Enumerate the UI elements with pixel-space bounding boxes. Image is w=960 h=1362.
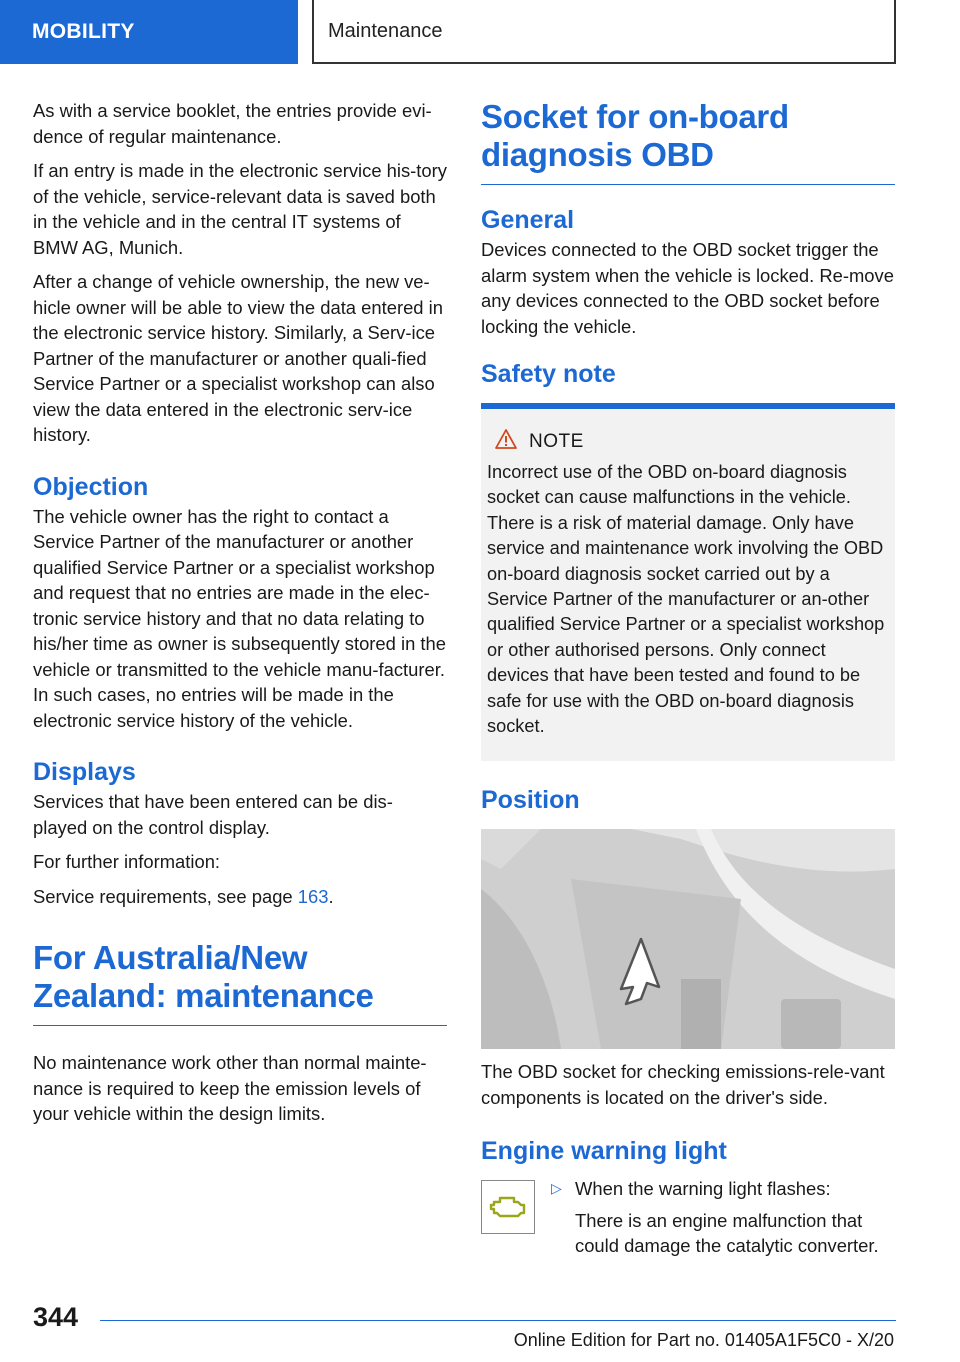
right-column <box>481 98 895 1268</box>
engine-warning-item <box>481 1176 895 1268</box>
footer-edition: Online Edition for Part no. 01405A1F5C0 - X/20 <box>513 1330 894 1350</box>
further-info: For further information: <box>33 851 221 872</box>
chapter-title: Maintenance <box>328 19 443 42</box>
general-text: Devices connected to the OBD socket trigger the alarm system when the vehicle is locked. Re-move any devices connected to the OBD socket before locking the vehicle. <box>481 239 894 337</box>
section-tab <box>0 0 298 64</box>
paragraph: If an entry is made in the electronic service his-tory of the vehicle, service-relevant data is saved both in the vehicle and in the central IT systems of BMW AG, Munich. <box>33 160 447 258</box>
note-box <box>481 403 895 761</box>
objection-heading: Objection <box>33 472 149 501</box>
position-caption: The OBD socket for checking emissions-rele-vant components is located on the driver's side. <box>481 1061 885 1108</box>
australia-text: No maintenance work other than normal mainte-nance is required to keep the emission levels of your vehicle within the design limits. <box>33 1052 427 1124</box>
bullet-text: When the warning light flashes: <box>575 1178 831 1200</box>
note-title: NOTE <box>529 430 584 452</box>
note-text: Incorrect use of the OBD on-board diagnosis socket can cause malfunctions in the vehicle. There is a risk of material damage. Only have service and maintenance work involving the OBD on-board diagnosis socket carried out by a Service Partner of the manufacturer or an-other qualified Service Partner or a specialist workshop or other authorised persons. Only connect devices that have been tested and found to be safe for use with the OBD on-board diagnosis socket. <box>487 462 885 737</box>
objection-text: The vehicle owner has the right to contact a Service Partner of the manufacturer or another qualified Service Partner or a specialist workshop and request that no entries are made in the elec-tronic service history and that no data relating to his/her time as owner is subsequently stored in the vehicle or transmitted to the vehicle manu-facturer. In such cases, no entries will be made in the electronic service history of the vehicle. <box>33 505 446 731</box>
engine-warning-icon <box>481 1180 535 1234</box>
australia-heading-block <box>33 939 447 1026</box>
ref-prefix: Service requirements, see page <box>33 885 298 907</box>
obd-heading-block <box>481 98 895 185</box>
page-number: 344 <box>33 1302 79 1332</box>
chapter-tab <box>312 0 896 64</box>
triangle-bullet-icon: ▷ <box>551 1180 562 1197</box>
section-title: MOBILITY <box>32 20 135 43</box>
obd-heading: Socket for on-board diagnosis OBD <box>481 98 789 173</box>
general-heading: General <box>481 206 575 234</box>
left-column <box>33 98 447 1136</box>
paragraph: After a change of vehicle ownership, the new ve-hicle owner will be able to view the data entered in the electronic service history. Similarly, a Serv-ice Partner of the manufacturer or another quali-fied Service Partner or a specialist workshop can also view the data entered in the electronic serv-ice history. <box>33 271 443 445</box>
note-header <box>487 429 887 454</box>
displays-heading: Displays <box>33 758 136 786</box>
paragraph: As with a service booklet, the entries provide evi-dence of regular maintenance. <box>33 100 432 147</box>
service-requirements-ref <box>33 884 447 910</box>
warning-triangle-icon <box>495 429 517 454</box>
bullet-content <box>575 1176 895 1268</box>
australia-heading: For Australia/New Zealand: maintenance <box>33 939 374 1014</box>
ref-suffix: . <box>328 885 334 907</box>
safety-heading: Safety note <box>481 360 616 388</box>
page-link[interactable]: 163 <box>297 885 329 907</box>
engine-heading: Engine warning light <box>481 1137 727 1166</box>
obd-socket-photo <box>481 829 895 1049</box>
position-heading: Position <box>481 786 580 815</box>
footer-divider <box>100 1320 896 1321</box>
displays-text: Services that have been entered can be dis-played on the control display. <box>33 791 393 838</box>
bullet-subtext: There is an engine malfunction that could damage the catalytic converter. <box>575 1209 879 1257</box>
